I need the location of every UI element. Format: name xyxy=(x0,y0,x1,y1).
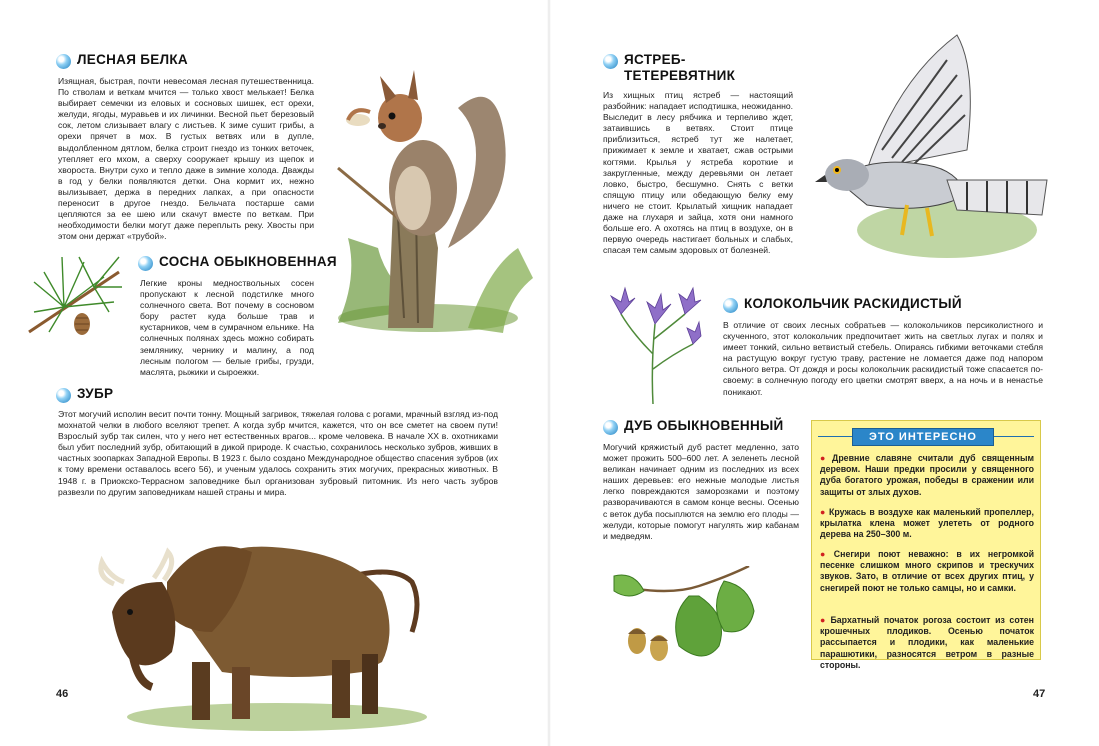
hawk-heading xyxy=(603,52,735,84)
squirrel-illustration xyxy=(318,48,538,338)
squirrel-heading xyxy=(56,52,188,69)
right-page xyxy=(549,0,1099,746)
oak-title: ДУБ ОБЫКНОВЕННЫЙ xyxy=(624,418,784,433)
bellflower-heading xyxy=(723,296,962,313)
red-dot-icon: ● xyxy=(820,453,830,463)
bison-text: Этот могучий исполин весит почти тонну. Мощный загривок, тяжелая голова с рогами, мрачный взгляд из-под мохнатой челки в любого вселяют трепет. А когда зубр мчится, кажется, что он все сметет на своем пути! Взрослый зубр так силен, что у него нет естественных врагов... кроме человека. В начале XX в. охотниками был убит последний зубр, обитающий в дикой природе. К счастью, сохранилось несколько зубров, живших в частных зоопарках Западной Европы. В 1923 г. было создано Международное общество спасения зубров (их к тому времени оставалось всего 56), и ученым удалось сохранить этих могучих, прекрасных животных. В 1948 г. в Приокско-Террасном заповеднике был организован зубровый питомник. Из него часть зубров развезли по другим заповедникам нашей страны и мира. xyxy=(58,409,498,497)
bison-title: ЗУБР xyxy=(77,386,114,401)
red-dot-icon: ● xyxy=(820,549,831,559)
page-number: 47 xyxy=(1033,688,1046,700)
hawk-text: Из хищных птиц ястреб — настоящий разбойник: нападает исподтишка, неожиданно. Выследит в лесу рябчика и терпеливо ждет, затаившись в ветвях. Стоит птице приблизиться, ястреб тут же налетает, прижимает к земле и хватает, сжав острыми когтями. Крылья у ястреба короткие и закругленные, между деревьями он летает ловко, быстро, бесшумно. Снять с ветки спящую птицу или обедающую белку ему ничего не стоит. Крылатый хищник нападает даже на глухаря и зайца, хотя они намного больше его. А охотясь на птиц в воздухе, он в первую очередь настигает больных и слабых, спасая тем самым здоровых от болезней. xyxy=(603,90,793,256)
oak-heading xyxy=(603,418,784,435)
left-page xyxy=(0,0,549,746)
pine-text: Легкие кроны медноствольных сосен пропускают к лесной подстилке много солнечного света. Вот почему в сосновом бору растет куда больше трав и кустарников, чем в сумрачном ельнике. На солнечных полянах здесь можно собирать землянику, чернику и малину, а под лесным пологом — белые грибы, грузди, маслята, рыжики и сыроежки. xyxy=(140,278,314,377)
info-item: ● Бархатный початок рогоза состоит из сотен крошечных плодиков. Осенью початок рассыпается и плодики, как маленькие парашютики, разносятся ветром в разные стороны. xyxy=(820,615,1034,670)
bison-illustration xyxy=(92,522,432,732)
page-number: 46 xyxy=(56,688,69,700)
oak-text: Могучий кряжистый дуб растет медленно, зато может прожить 500–600 лет. А зеленеть лесной великан начинает одним из последних из всех наших деревьев: его нежные молодые листья легко повреждаются заморозками и поэтому разворачиваются в самом конце весны. Осенью с веток дуба посыплются на землю его плоды — желуди, которые помогут нагулять жир кабанам и медведям. xyxy=(603,442,799,541)
info-item: ● Кружась в воздухе как маленький пропеллер, крылатка клена может улететь от родного дерева на 250–300 м. xyxy=(820,507,1034,540)
hawk-illustration xyxy=(807,30,1053,260)
blue-sphere-icon xyxy=(56,388,71,403)
interesting-facts-box xyxy=(811,420,1041,670)
blue-sphere-icon xyxy=(56,54,71,69)
blue-sphere-icon xyxy=(138,256,153,271)
red-dot-icon: ● xyxy=(820,507,827,517)
oak-branch-illustration xyxy=(609,566,759,676)
squirrel-title: ЛЕСНАЯ БЕЛКА xyxy=(77,52,188,67)
pine-branch-illustration xyxy=(24,252,124,338)
blue-sphere-icon xyxy=(723,298,738,313)
info-item: ● Снегири поют неважно: в их негромкой песенке слишком много скрипов и трескучих звуков. Зато, в отличие от всех других птиц, у снегирей поют не только самцы, но и самки. xyxy=(820,549,1034,593)
info-box-title: ЭТО ИНТЕРЕСНО xyxy=(852,428,994,446)
bellflower-title: КОЛОКОЛЬЧИК РАСКИДИСТЫЙ xyxy=(744,296,962,311)
hawk-title-line1: ЯСТРЕБ- xyxy=(624,52,686,67)
bellflower-text: В отличие от своих лесных собратьев — колокольчиков персиколистного и скученного, этот колокольчик предпочитает жить на светлых лугах и полях и имеет тонкий, сильно ветвистый стебель. Опираясь гибкими веточками стебля на растущую вокруг густую траву, растение не ломается даже под напором сильного ветра. От дождя и росы колокольчик раскидистый тоже спасается по-своему: в солнечную погоду его цветки смотрят вверх, а на ночь и в ненастье поникают. xyxy=(723,320,1043,397)
blue-sphere-icon xyxy=(603,54,618,69)
blue-sphere-icon xyxy=(603,420,618,435)
bison-heading xyxy=(56,386,113,403)
squirrel-text: Изящная, быстрая, почти невесомая лесная путешественница. По стволам и веткам мчится — только хвост мелькает! Белка выбирает семечки из еловых и сосновых шишек, ест орехи, желуди, ягоды, муравьев и их личинки. Весной пьет березовый сок, летом слизывает влагу с листьев. К зиме сушит грибы, а орехи прячет в мох. В густых ветвях или в дупле, выдолбленном дятлом, белка строит гнездо из тонких веточек, утепляет его мхом, а сверху сооружает крышу из щепок и хвороста. Внутри сухо и тепло даже в зимние холода. Дважды в год у белки появляются детки. Она кормит их, нежно вылизывает, держа в передних лапках, а при опасности переносит в другое гнездо. Бельчата постарше сами цепляются за ее шею или скачут вместе по веткам. При необходимости белки могут даже переплыть реку. Хвосты при этом они держат «трубой». xyxy=(58,76,314,242)
pine-heading xyxy=(138,254,337,271)
pine-title: СОСНА ОБЫКНОВЕННАЯ xyxy=(159,254,337,269)
red-dot-icon: ● xyxy=(820,615,828,625)
hawk-title-line2: ТЕТЕРЕВЯТНИК xyxy=(624,68,736,83)
bellflower-illustration xyxy=(603,284,703,406)
info-item: ● Древние славяне считали дуб священным деревом. Наши предки просили у священного дуба богатого урожая, победы в сражении или защиты от злых духов. xyxy=(820,453,1034,497)
